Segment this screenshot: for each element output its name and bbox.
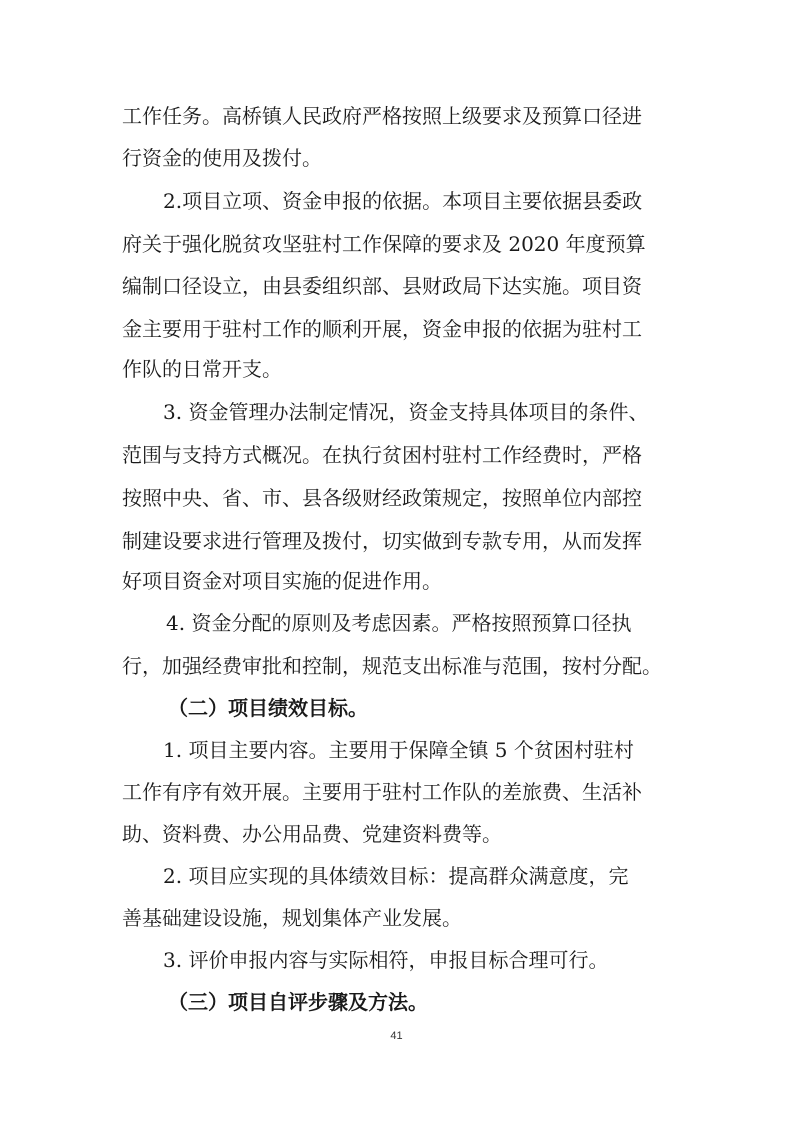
paragraph-line: 助、资料费、办公用品费、党建资料费等。: [122, 822, 502, 846]
page-number: 41: [390, 1030, 403, 1042]
paragraph-line: 2.项目立项、资金申报的依据。本项目主要依据县委政: [163, 189, 643, 213]
paragraph-line: 行，加强经费审批和控制，规范支出标准与范围，按村分配。: [122, 654, 662, 678]
paragraph-line: 2. 项目应实现的具体绩效目标：提高群众满意度，完: [163, 864, 629, 888]
paragraph-line: 3. 资金管理办法制定情况，资金支持具体项目的条件、: [163, 400, 649, 424]
paragraph-line: 府关于强化脱贫攻坚驻村工作保障的要求及 2020 年度预算: [122, 232, 646, 256]
paragraph-line: 作队的日常开支。: [122, 357, 282, 381]
paragraph-line: 好项目资金对项目实施的促进作用。: [122, 569, 442, 593]
section-heading: （三）项目自评步骤及方法。: [168, 990, 428, 1014]
paragraph-line: 编制口径设立，由县委组织部、县财政局下达实施。项目资: [122, 274, 642, 298]
paragraph-line: 制建设要求进行管理及拨付，切实做到专款专用，从而发挥: [122, 529, 642, 553]
paragraph-line: 善基础建设设施，规划集体产业发展。: [122, 906, 462, 930]
paragraph-line: 范围与支持方式概况。在执行贫困村驻村工作经费时，严格: [122, 443, 642, 467]
paragraph-line: 行资金的使用及拨付。: [122, 146, 322, 170]
paragraph-line: 4. 资金分配的原则及考虑因素。严格按照预算口径执: [166, 611, 632, 635]
section-heading: （二）项目绩效目标。: [168, 696, 368, 720]
paragraph-line: 按照中央、省、市、县各级财经政策规定，按照单位内部控: [122, 486, 642, 510]
paragraph-line: 1. 项目主要内容。主要用于保障全镇 5 个贫困村驻村: [163, 738, 634, 762]
paragraph-line: 工作任务。高桥镇人民政府严格按照上级要求及预算口径进: [122, 104, 642, 128]
paragraph-line: 金主要用于驻村工作的顺利开展，资金申报的依据为驻村工: [122, 317, 642, 341]
paragraph-line: 3. 评价申报内容与实际相符，申报目标合理可行。: [163, 948, 609, 972]
paragraph-line: 工作有序有效开展。主要用于驻村工作队的差旅费、生活补: [122, 780, 642, 804]
